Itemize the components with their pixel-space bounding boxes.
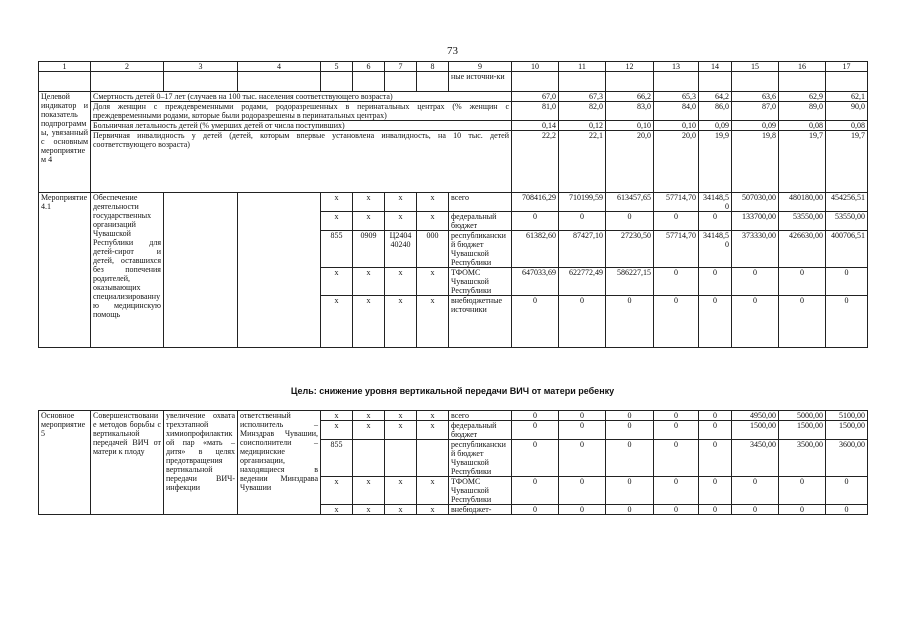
- code-cell: x: [321, 212, 353, 231]
- funding-source-cell: республиканский бюджет Чувашской Республики: [449, 231, 512, 268]
- value-cell: 0: [779, 505, 826, 515]
- col-number: 3: [164, 62, 238, 72]
- value-cell: 0: [699, 477, 732, 505]
- code-cell: x: [353, 268, 385, 296]
- value-cell: 67,3: [559, 92, 606, 102]
- col-number: 9: [449, 62, 512, 72]
- value-cell: 19,8: [732, 131, 779, 193]
- funding-source-cell: всего: [449, 193, 512, 212]
- value-cell: 84,0: [654, 102, 699, 121]
- value-cell: 0: [559, 296, 606, 348]
- code-cell: x: [417, 193, 449, 212]
- code-cell: Ц2404 40240: [385, 231, 417, 268]
- value-cell: 0: [654, 296, 699, 348]
- value-cell: 0: [732, 296, 779, 348]
- code-cell: [385, 440, 417, 477]
- value-cell: 622772,49: [559, 268, 606, 296]
- measure-name: Совершенствование методов борьбы с вертикальной передачей ВИЧ от матери к плоду: [91, 411, 164, 515]
- value-cell: 0: [699, 440, 732, 477]
- value-cell: 82,0: [559, 102, 606, 121]
- indicator-text: Смертность детей 0–17 лет (случаев на 100 тыс. населения соответствующего возраста): [91, 92, 512, 102]
- funding-source-cell: внебюджетные источники: [449, 296, 512, 348]
- col-number: 10: [512, 62, 559, 72]
- value-cell: 22,2: [512, 131, 559, 193]
- value-cell: 708416,29: [512, 193, 559, 212]
- code-cell: x: [385, 411, 417, 421]
- value-cell: 0,08: [826, 121, 868, 131]
- value-cell: 3450,00: [732, 440, 779, 477]
- funding-source-cell: федеральный бюджет: [449, 212, 512, 231]
- code-cell: x: [417, 296, 449, 348]
- value-cell: 34148,50: [699, 231, 732, 268]
- value-cell: 83,0: [606, 102, 654, 121]
- col-number: 16: [779, 62, 826, 72]
- responsible-executor: ответственный исполнитель – Минздрав Чувашии, соисполнители – медицинские организации, находящиеся в ведении Минздрава Чувашии: [238, 411, 321, 515]
- funding-source-cell: ТФОМС Чувашской Республики: [449, 477, 512, 505]
- value-cell: 710199,59: [559, 193, 606, 212]
- column-number-row: [39, 62, 868, 72]
- code-cell: x: [385, 296, 417, 348]
- value-cell: 0: [699, 296, 732, 348]
- value-cell: 373330,00: [732, 231, 779, 268]
- program-table-bottom: [38, 410, 868, 515]
- value-cell: 0: [826, 296, 868, 348]
- code-cell: x: [417, 421, 449, 440]
- code-cell: x: [417, 505, 449, 515]
- value-cell: 0: [826, 477, 868, 505]
- indicator-text: Доля женщин с преждевременными родами, родоразрешенных в перинатальных центрах (% женщин с преждевременными родами, которые были родоразрешены в перинатальных центрах): [91, 102, 512, 121]
- funding-source-cell: федеральный бюджет: [449, 421, 512, 440]
- code-cell: x: [353, 212, 385, 231]
- value-cell: 34148,50: [699, 193, 732, 212]
- value-cell: 0: [779, 296, 826, 348]
- col-number: 14: [699, 62, 732, 72]
- value-cell: 57714,70: [654, 231, 699, 268]
- code-cell: x: [321, 477, 353, 505]
- col-number: 12: [606, 62, 654, 72]
- page-number: 73: [447, 45, 458, 57]
- value-cell: 0: [826, 505, 868, 515]
- indicator-row: [39, 92, 868, 102]
- value-cell: 480180,00: [779, 193, 826, 212]
- table-row: [39, 411, 868, 421]
- value-cell: 63,6: [732, 92, 779, 102]
- value-cell: 5100,00: [826, 411, 868, 421]
- value-cell: 0: [512, 505, 559, 515]
- code-cell: x: [353, 193, 385, 212]
- value-cell: 0: [699, 212, 732, 231]
- value-cell: 67,0: [512, 92, 559, 102]
- indicator-row: [39, 131, 868, 193]
- value-cell: 89,0: [779, 102, 826, 121]
- code-cell: x: [321, 421, 353, 440]
- value-cell: 27230,50: [606, 231, 654, 268]
- value-cell: 0: [826, 268, 868, 296]
- value-cell: 0,09: [732, 121, 779, 131]
- value-cell: 454256,51: [826, 193, 868, 212]
- code-cell: x: [353, 296, 385, 348]
- value-cell: 0: [654, 505, 699, 515]
- value-cell: 0: [559, 212, 606, 231]
- code-cell: 000: [417, 231, 449, 268]
- expected-result: увеличение охвата трехэтапной химиопрофилактикой пар «мать – дитя» в целях предотвращения вертикальной передачи ВИЧ-инфекции: [164, 411, 238, 515]
- value-cell: 57714,70: [654, 193, 699, 212]
- value-cell: 0: [512, 411, 559, 421]
- code-cell: [417, 440, 449, 477]
- value-cell: 0: [512, 440, 559, 477]
- value-cell: 1500,00: [779, 421, 826, 440]
- value-cell: 0: [779, 268, 826, 296]
- code-cell: x: [385, 421, 417, 440]
- value-cell: 1500,00: [826, 421, 868, 440]
- code-cell: [353, 440, 385, 477]
- value-cell: 0: [654, 421, 699, 440]
- value-cell: 0: [606, 421, 654, 440]
- value-cell: 0: [654, 411, 699, 421]
- value-cell: 0: [606, 212, 654, 231]
- value-cell: 0: [654, 477, 699, 505]
- value-cell: 53550,00: [779, 212, 826, 231]
- indicator-label: Целевой индикатор и показатель подпрограммы, увязанный с основным мероприятием 4: [39, 92, 91, 193]
- col-number: 6: [353, 62, 385, 72]
- value-cell: 0: [559, 421, 606, 440]
- value-cell: 0: [512, 212, 559, 231]
- value-cell: 0: [732, 477, 779, 505]
- code-cell: x: [353, 421, 385, 440]
- col-number: 17: [826, 62, 868, 72]
- code-cell: 855: [321, 440, 353, 477]
- value-cell: 0,10: [654, 121, 699, 131]
- value-cell: 1500,00: [732, 421, 779, 440]
- funding-source-cell: ные источни-ки: [449, 72, 512, 92]
- value-cell: 19,7: [779, 131, 826, 193]
- value-cell: 426630,00: [779, 231, 826, 268]
- value-cell: 22,1: [559, 131, 606, 193]
- table-row: [39, 72, 868, 92]
- value-cell: 0,10: [606, 121, 654, 131]
- value-cell: 90,0: [826, 102, 868, 121]
- value-cell: 20,0: [654, 131, 699, 193]
- code-cell: x: [353, 477, 385, 505]
- value-cell: 0: [512, 421, 559, 440]
- value-cell: 53550,00: [826, 212, 868, 231]
- code-cell: x: [321, 505, 353, 515]
- col-number: 13: [654, 62, 699, 72]
- indicator-row: [39, 121, 868, 131]
- value-cell: 0: [779, 477, 826, 505]
- value-cell: 647033,69: [512, 268, 559, 296]
- value-cell: 133700,00: [732, 212, 779, 231]
- value-cell: 61382,60: [512, 231, 559, 268]
- value-cell: 0: [654, 440, 699, 477]
- col-number: 2: [91, 62, 164, 72]
- table-row: [39, 193, 868, 212]
- code-cell: x: [321, 411, 353, 421]
- goal-heading: Цель: снижение уровня вертикальной передачи ВИЧ от матери ребенку: [290, 386, 615, 396]
- value-cell: 400706,51: [826, 231, 868, 268]
- col-number: 15: [732, 62, 779, 72]
- value-cell: 62,9: [779, 92, 826, 102]
- value-cell: 0: [699, 268, 732, 296]
- col-number: 4: [238, 62, 321, 72]
- value-cell: 0: [512, 296, 559, 348]
- measure-name: Обеспечение деятельности государственных организаций Чувашской Республики для детей-сирот и детей, оставшихся без попечения родителей, оказывающих специализированную медицинскую помощь: [91, 193, 164, 348]
- value-cell: 0: [512, 477, 559, 505]
- funding-source-cell: республиканский бюджет Чувашской Республики: [449, 440, 512, 477]
- value-cell: 0: [654, 212, 699, 231]
- indicator-row: [39, 102, 868, 121]
- value-cell: 65,3: [654, 92, 699, 102]
- value-cell: 87427,10: [559, 231, 606, 268]
- value-cell: 3600,00: [826, 440, 868, 477]
- value-cell: 0,08: [779, 121, 826, 131]
- indicator-text: Первичная инвалидность у детей (детей, которым впервые установлена инвалидность, на 10 тыс. детей соответствующего возраста): [91, 131, 512, 193]
- funding-source-cell: всего: [449, 411, 512, 421]
- funding-source-cell: ТФОМС Чувашской Республики: [449, 268, 512, 296]
- value-cell: 0,09: [699, 121, 732, 131]
- program-table-top: [38, 61, 868, 348]
- value-cell: 586227,15: [606, 268, 654, 296]
- value-cell: 5000,00: [779, 411, 826, 421]
- value-cell: 64,2: [699, 92, 732, 102]
- code-cell: x: [321, 268, 353, 296]
- value-cell: 86,0: [699, 102, 732, 121]
- value-cell: 19,9: [699, 131, 732, 193]
- value-cell: 0,12: [559, 121, 606, 131]
- code-cell: x: [385, 505, 417, 515]
- value-cell: 0: [559, 411, 606, 421]
- code-cell: x: [321, 193, 353, 212]
- value-cell: 3500,00: [779, 440, 826, 477]
- value-cell: 0: [699, 421, 732, 440]
- value-cell: 4950,00: [732, 411, 779, 421]
- code-cell: 0909: [353, 231, 385, 268]
- value-cell: 0: [606, 440, 654, 477]
- value-cell: 613457,65: [606, 193, 654, 212]
- value-cell: 0: [699, 505, 732, 515]
- value-cell: 0: [732, 268, 779, 296]
- code-cell: x: [353, 411, 385, 421]
- indicator-text: Больничная летальность детей (% умерших детей от числа поступивших): [91, 121, 512, 131]
- code-cell: x: [417, 212, 449, 231]
- code-cell: x: [385, 268, 417, 296]
- value-cell: 0: [559, 477, 606, 505]
- value-cell: 0: [606, 296, 654, 348]
- measure-label: Мероприятие 4.1: [39, 193, 91, 348]
- col-number: 1: [39, 62, 91, 72]
- code-cell: x: [417, 477, 449, 505]
- code-cell: x: [385, 477, 417, 505]
- col-number: 8: [417, 62, 449, 72]
- value-cell: 20,0: [606, 131, 654, 193]
- code-cell: x: [385, 193, 417, 212]
- value-cell: 0: [699, 411, 732, 421]
- value-cell: 66,2: [606, 92, 654, 102]
- measure-label: Основное мероприятие 5: [39, 411, 91, 515]
- value-cell: 81,0: [512, 102, 559, 121]
- value-cell: 507030,00: [732, 193, 779, 212]
- value-cell: 0: [654, 268, 699, 296]
- value-cell: 0: [559, 505, 606, 515]
- funding-source-cell: внебюджет-: [449, 505, 512, 515]
- value-cell: 87,0: [732, 102, 779, 121]
- value-cell: 0: [606, 477, 654, 505]
- value-cell: 0,14: [512, 121, 559, 131]
- value-cell: 0: [606, 411, 654, 421]
- code-cell: x: [417, 411, 449, 421]
- code-cell: 855: [321, 231, 353, 268]
- code-cell: x: [321, 296, 353, 348]
- col-number: 11: [559, 62, 606, 72]
- col-number: 7: [385, 62, 417, 72]
- value-cell: 0: [606, 505, 654, 515]
- code-cell: x: [417, 268, 449, 296]
- code-cell: x: [353, 505, 385, 515]
- value-cell: 19,7: [826, 131, 868, 193]
- value-cell: 62,1: [826, 92, 868, 102]
- value-cell: 0: [559, 440, 606, 477]
- col-number: 5: [321, 62, 353, 72]
- value-cell: 0: [732, 505, 779, 515]
- code-cell: x: [385, 212, 417, 231]
